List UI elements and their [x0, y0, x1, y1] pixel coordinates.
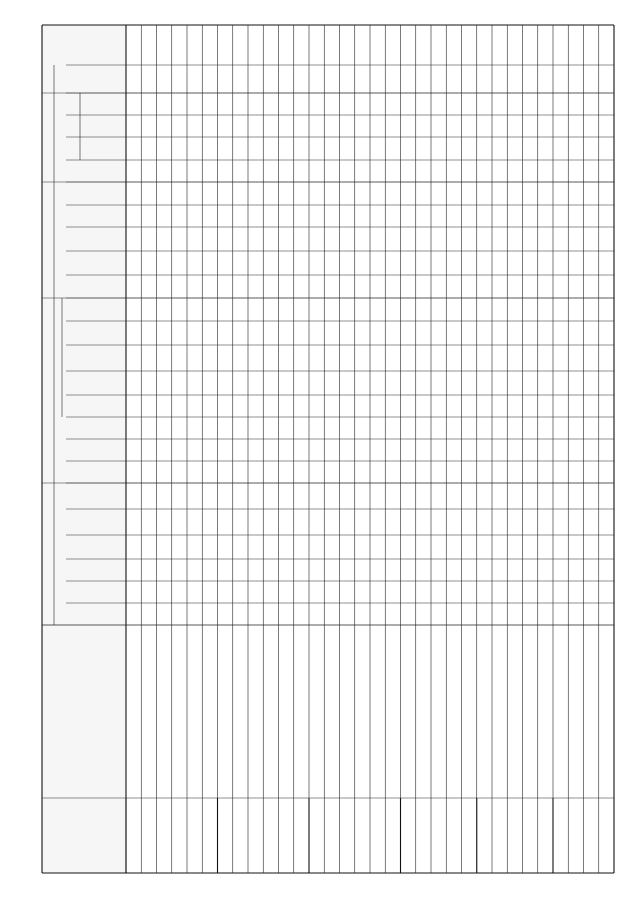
- header-background: [42, 25, 126, 873]
